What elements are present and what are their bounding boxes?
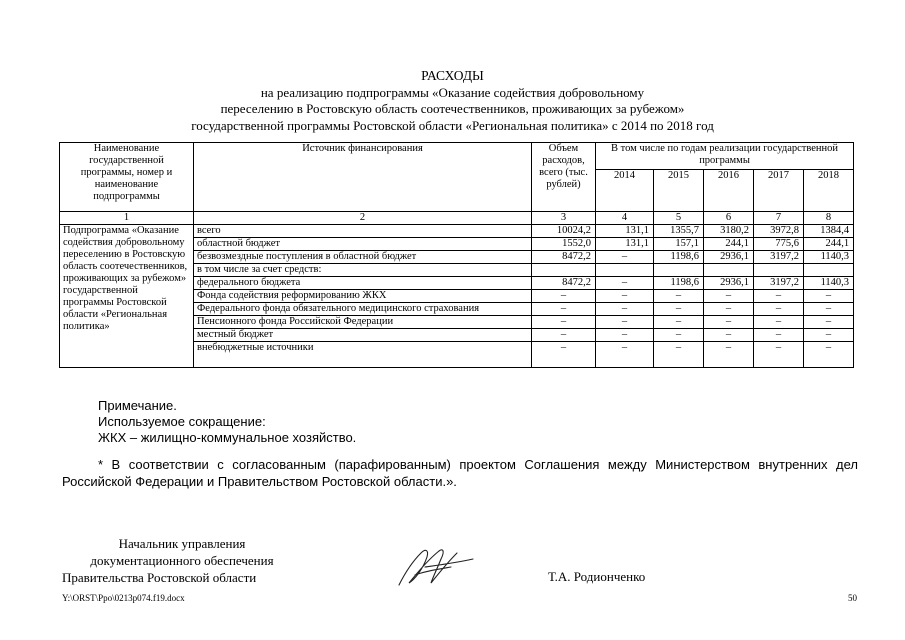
- header-year: 2018: [804, 170, 854, 212]
- expenses-table: [59, 142, 854, 368]
- table-row: [60, 225, 854, 238]
- signatory-line-3: Правительства Ростовской области: [62, 570, 257, 585]
- year-cell: 3180,2: [704, 225, 754, 238]
- header-year: 2014: [596, 170, 654, 212]
- year-cell: –: [654, 290, 704, 303]
- header-year: 2016: [704, 170, 754, 212]
- year-cell: 131,1: [596, 225, 654, 238]
- year-cell: –: [804, 342, 854, 368]
- page-number: 50: [848, 593, 857, 603]
- year-cell: –: [704, 303, 754, 316]
- year-cell: –: [704, 316, 754, 329]
- year-cell: 244,1: [804, 238, 854, 251]
- total-cell: 1552,0: [532, 238, 596, 251]
- year-cell: –: [804, 303, 854, 316]
- year-cell: –: [754, 303, 804, 316]
- year-cell: –: [804, 290, 854, 303]
- col-number: 8: [804, 212, 854, 225]
- col-number: 6: [704, 212, 754, 225]
- year-cell: 2936,1: [704, 277, 754, 290]
- year-cell: –: [596, 277, 654, 290]
- year-cell: –: [654, 303, 704, 316]
- year-cell: 1140,3: [804, 277, 854, 290]
- signatory-position: [62, 535, 302, 586]
- year-cell: –: [704, 342, 754, 368]
- year-cell: –: [704, 290, 754, 303]
- year-cell: –: [804, 316, 854, 329]
- title-line-2: на реализацию подпрограммы «Оказание содействия добровольному: [260, 84, 645, 100]
- title-line-4: государственной программы Ростовской области «Региональная политика» с 2014 по 2018 год: [191, 117, 714, 133]
- total-cell: 8472,2: [532, 277, 596, 290]
- total-cell: 8472,2: [532, 251, 596, 264]
- total-cell: –: [532, 342, 596, 368]
- total-cell: –: [532, 316, 596, 329]
- col-number: 5: [654, 212, 704, 225]
- year-cell: 1198,6: [654, 251, 704, 264]
- total-cell: [532, 264, 596, 277]
- handwritten-signature: [395, 543, 475, 589]
- document-title: [0, 68, 905, 134]
- year-cell: –: [754, 329, 804, 342]
- source-cell: Федерального фонда обязательного медицинского страхования: [194, 303, 532, 316]
- header-volume-col: Объем расходов, всего (тыс. рублей): [532, 143, 596, 212]
- signatory-line-2: документационного обеспечения: [90, 553, 274, 568]
- source-cell: в том числе за счет средств:: [194, 264, 532, 277]
- year-cell: 3197,2: [754, 251, 804, 264]
- year-cell: 1384,4: [804, 225, 854, 238]
- year-cell: –: [704, 329, 754, 342]
- source-cell: Пенсионного фонда Российской Федерации: [194, 316, 532, 329]
- file-path: Y:\ORST\Ppo\0213p074.f19.docx: [62, 593, 185, 603]
- col-number: 3: [532, 212, 596, 225]
- year-cell: –: [654, 342, 704, 368]
- year-cell: 3972,8: [754, 225, 804, 238]
- signatory-name: Т.А. Родионченко: [548, 569, 646, 584]
- title-line-3: переселению в Ростовскую область соотечественников, проживающих за рубежом»: [220, 101, 685, 116]
- signatory-line-1: Начальник управления: [118, 536, 246, 551]
- year-cell: 244,1: [704, 238, 754, 251]
- year-cell: [654, 264, 704, 277]
- year-cell: [704, 264, 754, 277]
- year-cell: –: [596, 329, 654, 342]
- year-cell: 775,6: [754, 238, 804, 251]
- column-numbers-row: [60, 212, 854, 225]
- header-years-group: В том числе по годам реализации государственной программы: [596, 143, 854, 170]
- total-cell: –: [532, 303, 596, 316]
- source-cell: местный бюджет: [194, 329, 532, 342]
- year-cell: 3197,2: [754, 277, 804, 290]
- year-cell: [804, 264, 854, 277]
- header-name-col: Наименование государственной программы, номер и наименование подпрограммы: [60, 143, 194, 212]
- year-cell: 131,1: [596, 238, 654, 251]
- header-year: 2017: [754, 170, 804, 212]
- year-cell: 1355,7: [654, 225, 704, 238]
- note-heading: Примечание.: [98, 398, 177, 413]
- program-name-cell: Подпрограмма «Оказание содействия добровольному переселению в Ростовскую область соотечественников, проживающих за рубежом» государственной программы Ростовской области «Региональная политика»: [60, 225, 194, 368]
- total-cell: 10024,2: [532, 225, 596, 238]
- year-cell: –: [596, 290, 654, 303]
- source-cell: Фонда содействия реформированию ЖКХ: [194, 290, 532, 303]
- year-cell: –: [654, 329, 704, 342]
- year-cell: –: [596, 303, 654, 316]
- year-cell: –: [596, 316, 654, 329]
- note-abbreviation-intro: Используемое сокращение:: [98, 414, 266, 429]
- source-cell: областной бюджет: [194, 238, 532, 251]
- header-source-col: Источник финансирования: [194, 143, 532, 212]
- year-cell: –: [596, 251, 654, 264]
- year-cell: –: [596, 342, 654, 368]
- col-number: 4: [596, 212, 654, 225]
- source-cell: федерального бюджета: [194, 277, 532, 290]
- year-cell: 2936,1: [704, 251, 754, 264]
- year-cell: –: [804, 329, 854, 342]
- col-number: 7: [754, 212, 804, 225]
- source-cell: безвозмездные поступления в областной бюджет: [194, 251, 532, 264]
- year-cell: –: [754, 316, 804, 329]
- year-cell: –: [754, 342, 804, 368]
- source-cell: внебюджетные источники: [194, 342, 532, 368]
- year-cell: 157,1: [654, 238, 704, 251]
- year-cell: [754, 264, 804, 277]
- year-cell: –: [754, 290, 804, 303]
- source-cell: всего: [194, 225, 532, 238]
- col-number: 2: [194, 212, 532, 225]
- year-cell: 1198,6: [654, 277, 704, 290]
- year-cell: –: [654, 316, 704, 329]
- year-cell: [596, 264, 654, 277]
- title-heading: РАСХОДЫ: [421, 68, 484, 83]
- footnote: * В соответствии с согласованным (парафированным) проектом Соглашения между Министерством внутренних дел Российской Федерации и Правительством Ростовской области.».: [62, 457, 858, 489]
- total-cell: –: [532, 290, 596, 303]
- header-year: 2015: [654, 170, 704, 212]
- year-cell: 1140,3: [804, 251, 854, 264]
- col-number: 1: [60, 212, 194, 225]
- note-abbreviation: ЖКХ – жилищно-коммунальное хозяйство.: [98, 430, 357, 445]
- total-cell: –: [532, 329, 596, 342]
